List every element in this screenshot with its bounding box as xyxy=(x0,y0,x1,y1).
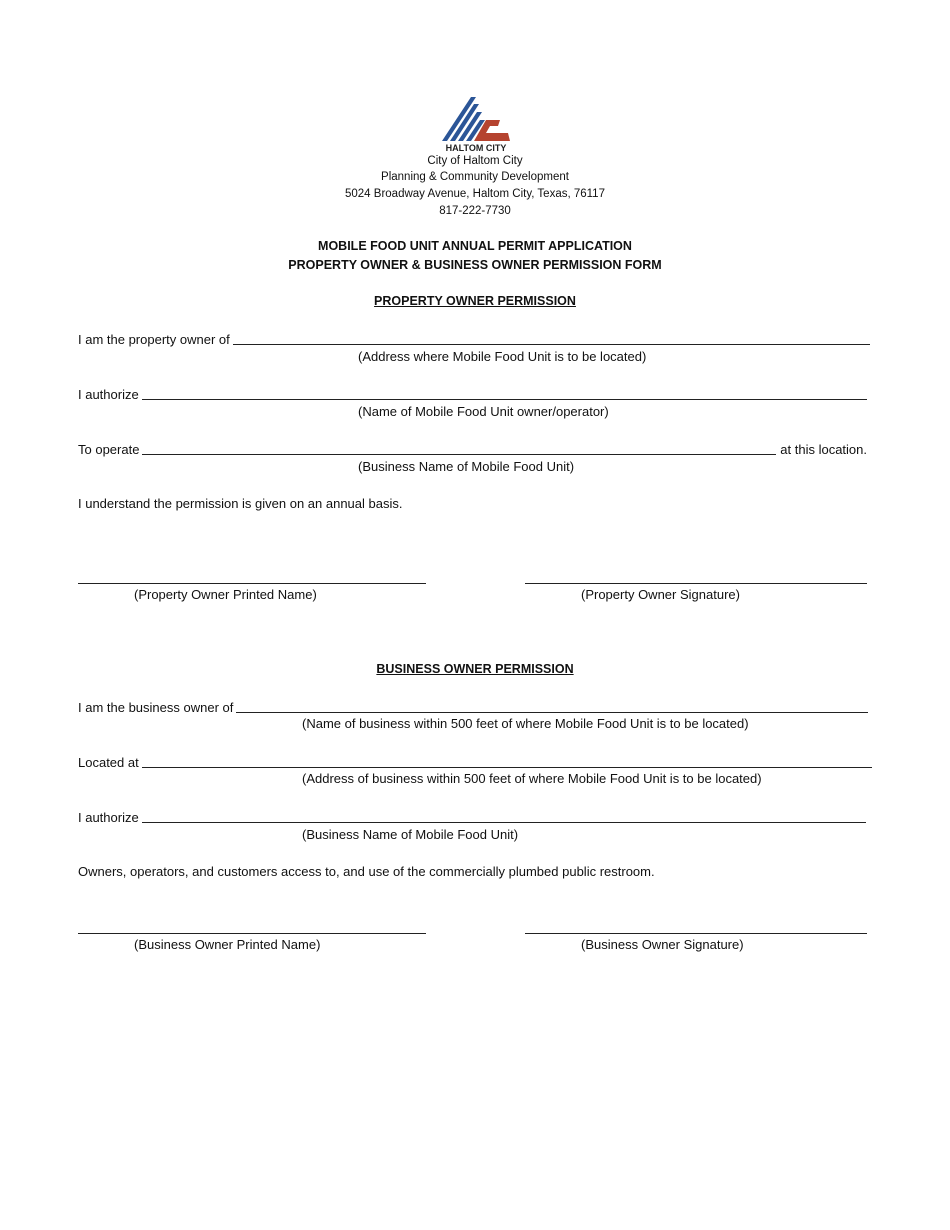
business-name-caption: (Business Name of Mobile Food Unit) xyxy=(358,459,575,474)
nearby-business-name-blank[interactable] xyxy=(236,700,868,713)
nearby-business-name-caption: (Name of business within 500 feet of where Mobile Food Unit is to be located) xyxy=(302,716,749,731)
business-authorize-field[interactable] xyxy=(78,807,866,825)
business-authorize-label: I authorize xyxy=(78,810,139,825)
restroom-access-statement: Owners, operators, and customers access to, and use of the commercially plumbed public restroom. xyxy=(78,864,655,879)
business-located-at-label: Located at xyxy=(78,755,139,770)
property-operate-field[interactable] xyxy=(78,439,867,457)
property-address-caption: (Address where Mobile Food Unit is to be located) xyxy=(358,349,647,364)
business-signature-caption: (Business Owner Signature) xyxy=(581,937,744,952)
property-printed-name-line[interactable] xyxy=(78,583,426,584)
nearby-business-address-blank[interactable] xyxy=(142,755,872,768)
property-authorize-label: I authorize xyxy=(78,387,139,402)
business-name-blank[interactable] xyxy=(142,442,776,455)
annual-basis-statement: I understand the permission is given on an annual basis. xyxy=(78,496,403,511)
property-owner-heading: PROPERTY OWNER PERMISSION xyxy=(374,294,576,308)
property-address-blank[interactable] xyxy=(233,332,870,345)
business-owner-of-label: I am the business owner of xyxy=(78,700,234,715)
property-authorize-field[interactable] xyxy=(78,384,867,402)
property-signature-line[interactable] xyxy=(525,583,867,584)
business-printed-name-line[interactable] xyxy=(78,933,426,934)
business-owner-of-field[interactable] xyxy=(78,697,868,715)
property-owner-of-field[interactable] xyxy=(78,329,870,347)
business-printed-name-caption: (Business Owner Printed Name) xyxy=(134,937,321,952)
mobile-unit-business-name-blank[interactable] xyxy=(142,810,866,823)
business-owner-heading: BUSINESS OWNER PERMISSION xyxy=(376,662,574,676)
property-printed-name-caption: (Property Owner Printed Name) xyxy=(134,587,317,602)
organization-phone: 817-222-7730 xyxy=(439,205,511,217)
logo-text: HALTOM CITY xyxy=(445,143,507,153)
property-operate-label: To operate xyxy=(78,442,140,457)
department-name: Planning & Community Development xyxy=(381,171,569,183)
organization-name: City of Haltom City xyxy=(427,155,523,167)
nearby-business-address-caption: (Address of business within 500 feet of where Mobile Food Unit is to be located) xyxy=(302,771,762,786)
business-signature-line[interactable] xyxy=(525,933,867,934)
haltom-city-logo xyxy=(438,95,514,153)
property-owner-of-label: I am the property owner of xyxy=(78,332,230,347)
organization-address: 5024 Broadway Avenue, Haltom City, Texas, 76117 xyxy=(345,188,605,200)
mobile-unit-business-name-caption: (Business Name of Mobile Food Unit) xyxy=(302,827,519,842)
form-title-line1: MOBILE FOOD UNIT ANNUAL PERMIT APPLICATION xyxy=(318,239,632,253)
property-signature-caption: (Property Owner Signature) xyxy=(581,587,740,602)
property-operate-suffix: at this location. xyxy=(780,442,867,457)
form-title-line2: PROPERTY OWNER & BUSINESS OWNER PERMISSION FORM xyxy=(288,258,662,272)
operator-name-blank[interactable] xyxy=(142,387,867,400)
business-located-at-field[interactable] xyxy=(78,752,872,770)
operator-name-caption: (Name of Mobile Food Unit owner/operator) xyxy=(358,404,609,419)
